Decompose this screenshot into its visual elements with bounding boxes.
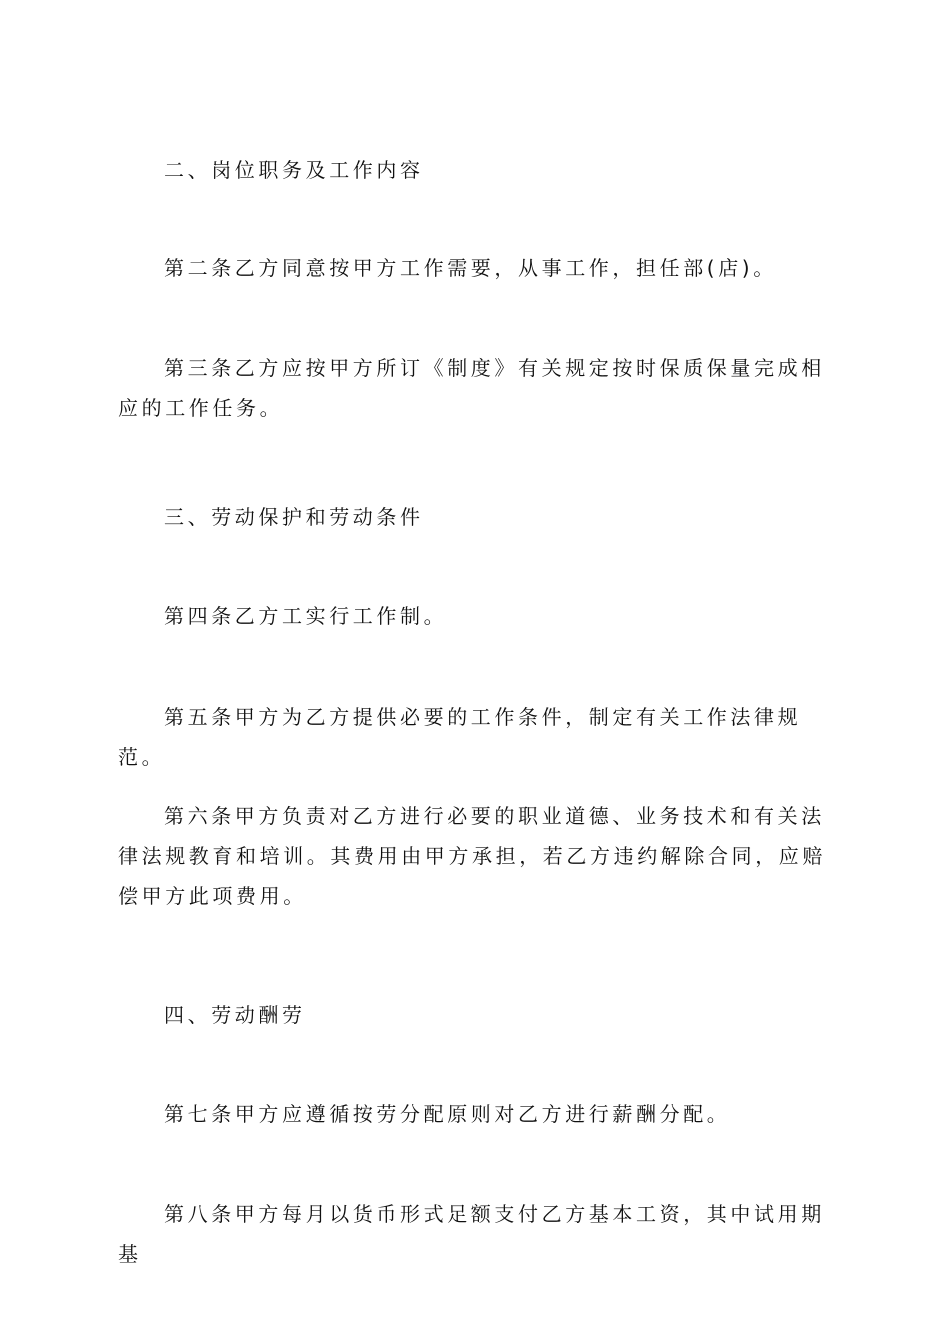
section-heading-job-duties: 二、岗位职务及工作内容 [164,158,424,182]
article-6-paragraph: 第六条甲方负责对乙方进行必要的职业道德、业务技术和有关法律法规教育和培训。其费用由甲方承担，若乙方违约解除合同，应赔偿甲方此项费用。 [118,804,826,908]
article-2-paragraph: 第二条乙方同意按甲方工作需要，从事工作，担任部(店)。 [164,256,777,280]
article-8-paragraph: 第八条甲方每月以货币形式足额支付乙方基本工资，其中试用期基 [118,1202,825,1266]
article-4-paragraph: 第四条乙方工实行工作制。 [164,604,448,628]
article-3-paragraph: 第三条乙方应按甲方所订《制度》有关规定按时保质保量完成相应的工作任务。 [118,356,825,420]
section-heading-labor-protection: 三、劳动保护和劳动条件 [164,505,424,529]
article-5-paragraph: 第五条甲方为乙方提供必要的工作条件，制定有关工作法律规范。 [118,705,802,769]
section-heading-labor-remuneration: 四、劳动酬劳 [164,1003,306,1027]
article-7-paragraph: 第七条甲方应遵循按劳分配原则对乙方进行薪酬分配。 [164,1102,731,1126]
